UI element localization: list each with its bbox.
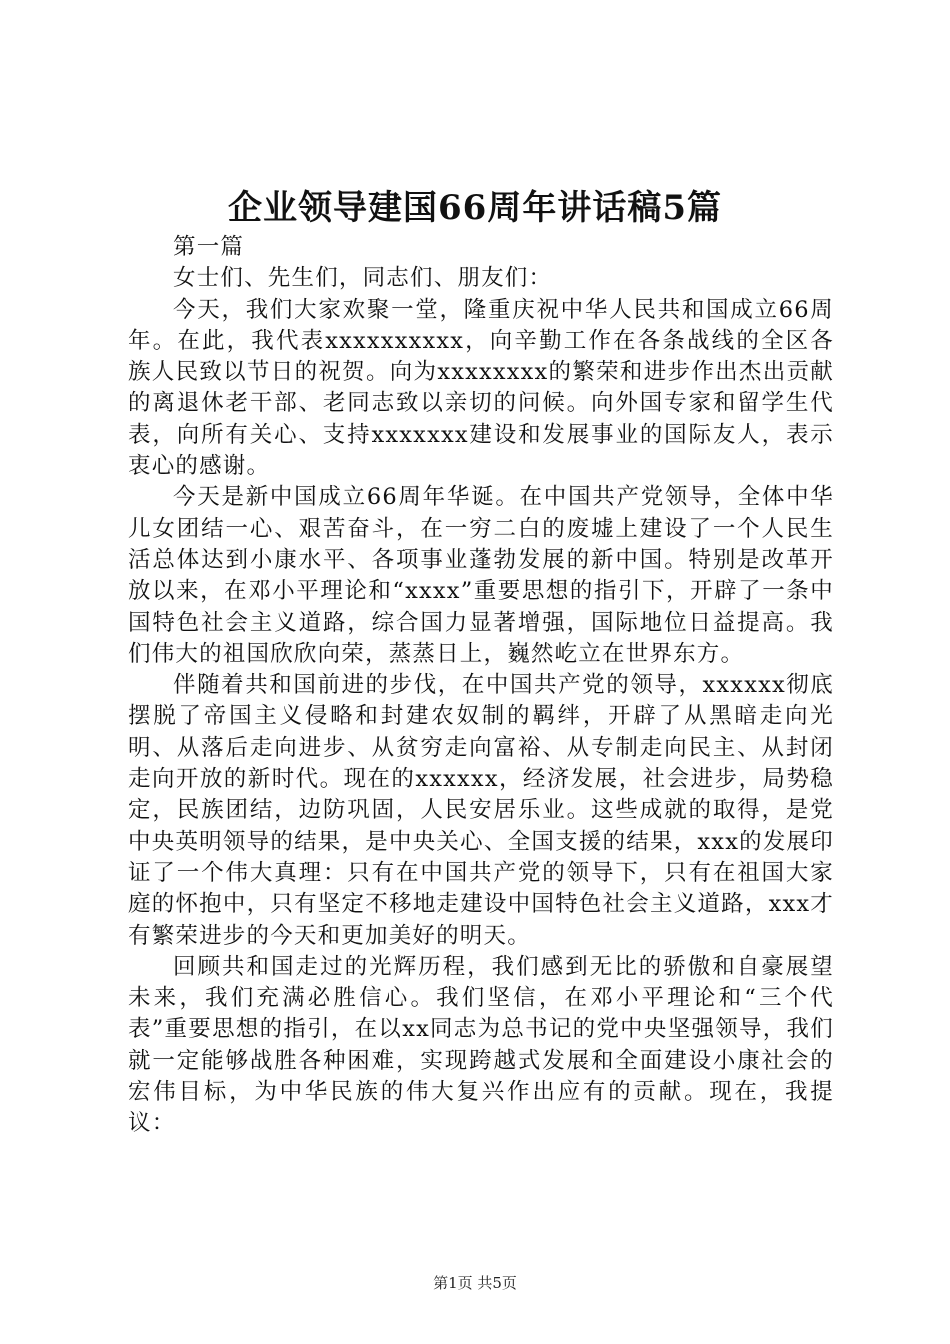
document-body [128, 232, 834, 1140]
document-title: 企业领导建国66周年讲话稿5篇 [228, 188, 722, 228]
page-footer: 第1页 共5页 [433, 1274, 517, 1292]
paragraph: 伴随着共和国前进的步伐，在中国共产党的领导，xxxxxx彻底摆脱了帝国主义侵略和封建农奴制的羁绊，开辟了从黑暗走向光明、从落后走向进步、从贫穷走向富裕、从专制走向民主、从封闭走向开放的新时代。现在的xxxxxx，经济发展，社会进步，局势稳定，民族团结，边防巩固，人民安居乐业。这些成就的取得，是党中央英明领导的结果，是中央关心、全国支援的结果，xxx的发展印证了一个伟大真理：只有在中国共产党的领导下，只有在祖国大家庭的怀抱中，只有坚定不移地走建设中国特色社会主义道路，xxx才有繁荣进步的今天和更加美好的明天。 [128, 672, 834, 949]
salutation: 女士们、先生们，同志们、朋友们： [173, 265, 553, 292]
paragraph: 今天，我们大家欢聚一堂，隆重庆祝中华人民共和国成立66周年。在此，我代表xxxxxxxxxx，向辛勤工作在各条战线的全区各族人民致以节日的祝贺。向为xxxxxxxx的繁荣和进步作出杰出贡献的离退休老干部、老同志致以亲切的问候。向外国专家和留学生代表，向所有关心、支持xxxxxxx建设和发展事业的国际友人，表示衷心的感谢。 [128, 296, 834, 480]
paragraph: 今天是新中国成立66周年华诞。在中国共产党领导，全体中华儿女团结一心、艰苦奋斗，在一穷二白的废墟上建设了一个人民生活总体达到小康水平、各项事业蓬勃发展的新中国。特别是改革开放以来，在邓小平理论和“xxxx”重要思想的指引下，开辟了一条中国特色社会主义道路，综合国力显著增强，国际地位日益提高。我们伟大的祖国欣欣向荣，蒸蒸日上，巍然屹立在世界东方。 [128, 484, 834, 667]
paragraph: 回顾共和国走过的光辉历程，我们感到无比的骄傲和自豪展望未来，我们充满必胜信心。我们坚信，在邓小平理论和“三个代表”重要思想的指引，在以xx同志为总书记的党中央坚强领导，我们就一定能够战胜各种困难，实现跨越式发展和全面建设小康社会的宏伟目标，为中华民族的伟大复兴作出应有的贡献。现在，我提议： [128, 953, 834, 1137]
section-heading: 第一篇 [173, 234, 245, 260]
